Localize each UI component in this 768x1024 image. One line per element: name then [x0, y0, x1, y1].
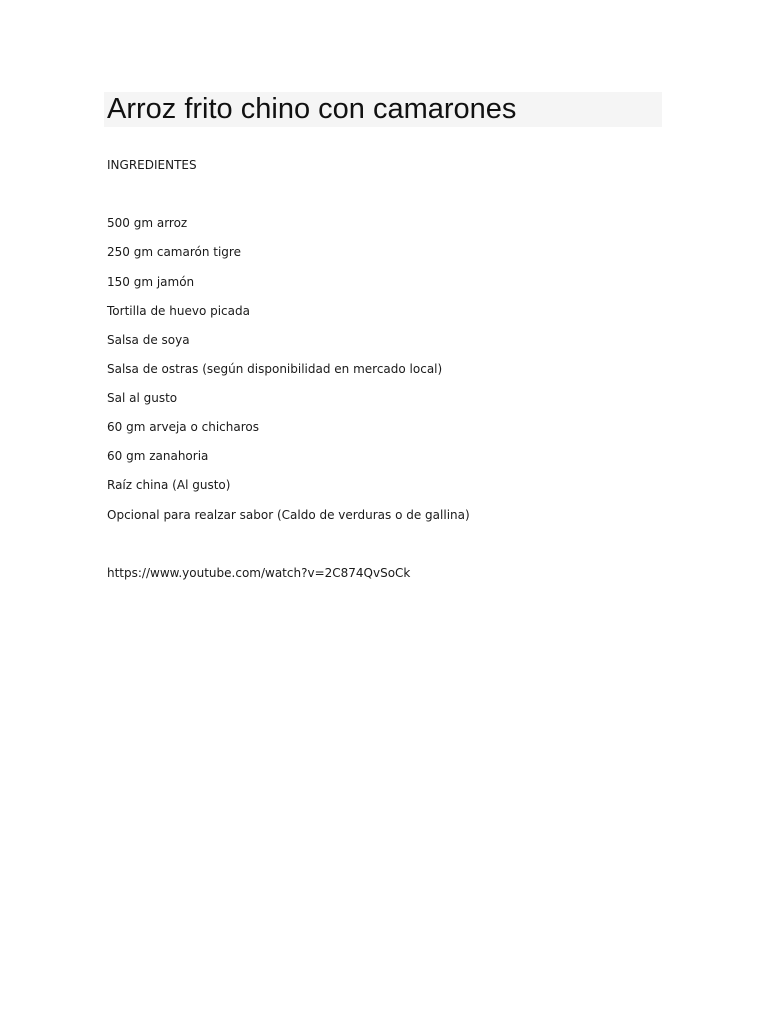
ingredient-item: 60 gm zanahoria	[107, 449, 209, 463]
ingredient-item: 250 gm camarón tigre	[107, 245, 241, 259]
ingredient-item: 60 gm arveja o chicharos	[107, 420, 259, 434]
recipe-title: Arroz frito chino con camarones	[107, 93, 517, 125]
ingredient-item: Opcional para realzar sabor (Caldo de verduras o de gallina)	[107, 508, 470, 522]
ingredients-heading: INGREDIENTES	[107, 158, 197, 172]
ingredient-item: Salsa de ostras (según disponibilidad en mercado local)	[107, 362, 443, 376]
ingredient-item: 150 gm jamón	[107, 275, 195, 289]
ingredient-item: Raíz china (Al gusto)	[107, 478, 231, 492]
ingredient-item: Tortilla de huevo picada	[107, 304, 250, 318]
ingredient-item: Sal al gusto	[107, 391, 178, 405]
ingredient-item: Salsa de soya	[107, 333, 190, 347]
youtube-link[interactable]: https://www.youtube.com/watch?v=2C874QvSoCk	[107, 566, 411, 580]
ingredient-item: 500 gm arroz	[107, 216, 188, 230]
